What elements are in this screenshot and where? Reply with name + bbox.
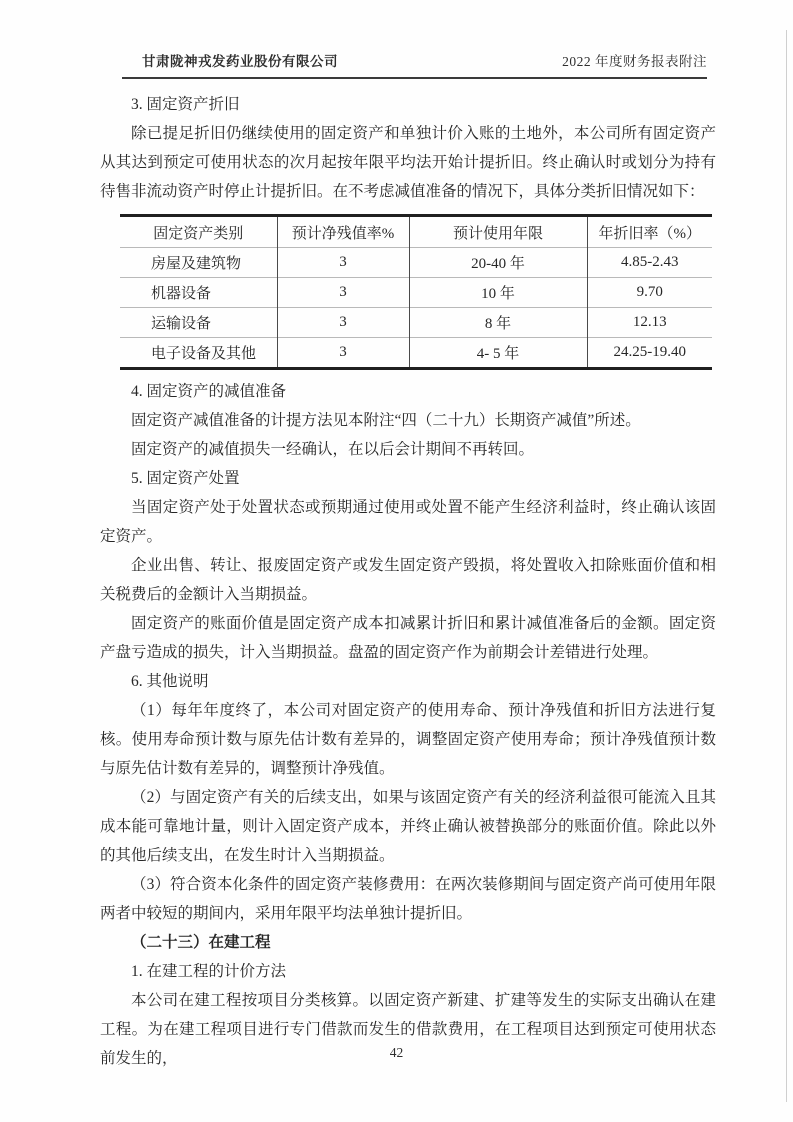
col-header-asset-category: 固定资产类别 bbox=[153, 225, 244, 242]
col-header-annual-rate: 年折旧率（%） bbox=[587, 216, 712, 248]
section-23-heading: （二十三）在建工程 bbox=[131, 934, 271, 951]
cell-annual-rate: 12.13 bbox=[587, 308, 712, 338]
section-5-paragraph-3: 固定资产的账面价值是固定资产成本扣减累计折旧和累计减值准备后的金额。固定资产盘亏造成的损失，计入当期损益。盘盈的固定资产作为前期会计差错进行处理。 bbox=[100, 615, 716, 661]
cell-useful-life: 8 年 bbox=[409, 308, 587, 338]
section-4-paragraph-1: 固定资产减值准备的计提方法见本附注“四（二十九）长期资产减值”所述。 bbox=[131, 412, 641, 429]
cell-useful-life: 4- 5 年 bbox=[409, 338, 587, 369]
table-header-row bbox=[120, 216, 712, 248]
table-row bbox=[120, 338, 712, 369]
cell-asset-category: 电子设备及其他 bbox=[120, 338, 277, 369]
section-5-heading: 5. 固定资产处置 bbox=[131, 470, 240, 487]
section-5-paragraph-1: 当固定资产处于处置状态或预期通过使用或处置不能产生经济利益时，终止确认该固定资产。 bbox=[100, 499, 716, 545]
cell-asset-category: 房屋及建筑物 bbox=[120, 248, 277, 278]
report-title: 2022 年度财务报表附注 bbox=[562, 54, 707, 69]
section-23-sub1-heading: 1. 在建工程的计价方法 bbox=[131, 963, 287, 980]
section-23-paragraph-1: 本公司在建工程按项目分类核算。以固定资产新建、扩建等发生的实际支出确认在建工程。为在建工程项目进行专门借款而发生的借款费用，在工程项目达到预定可使用状态前发生的， bbox=[100, 992, 716, 1067]
cell-residual-rate: 3 bbox=[277, 308, 409, 338]
section-6-paragraph-1: （1）每年年度终了，本公司对固定资产的使用寿命、预计净残值和折旧方法进行复核。使用寿命预计数与原先估计数有差异的，调整固定资产使用寿命；预计净残值预计数与原先估计数有差异的，调整预计净残值。 bbox=[100, 702, 716, 777]
document-body bbox=[100, 90, 716, 1073]
section-3-heading: 3. 固定资产折旧 bbox=[131, 96, 240, 113]
cell-asset-category: 机器设备 bbox=[120, 278, 277, 308]
section-3-paragraph: 除已提足折旧仍继续使用的固定资产和单独计价入账的土地外，本公司所有固定资产从其达到预定可使用状态的次月起按年限平均法开始计提折旧。终止确认时或划分为持有待售非流动资产时停止计提折旧。在不考虑减值准备的情况下，具体分类折旧情况如下： bbox=[100, 125, 716, 200]
col-header-residual-rate: 预计净残值率% bbox=[277, 216, 409, 248]
section-6-paragraph-3: （3）符合资本化条件的固定资产装修费用：在两次装修期间与固定资产尚可使用年限两者中较短的期间内，采用年限平均法单独计提折旧。 bbox=[100, 876, 716, 922]
depreciation-table bbox=[120, 214, 712, 370]
cell-annual-rate: 24.25-19.40 bbox=[587, 338, 712, 369]
cell-residual-rate: 3 bbox=[277, 248, 409, 278]
cell-useful-life: 20-40 年 bbox=[409, 248, 587, 278]
cell-asset-category: 运输设备 bbox=[120, 308, 277, 338]
col-header-useful-life: 预计使用年限 bbox=[409, 216, 587, 248]
section-4-paragraph-2: 固定资产的减值损失一经确认，在以后会计期间不再转回。 bbox=[131, 441, 535, 458]
table-row bbox=[120, 308, 712, 338]
cell-residual-rate: 3 bbox=[277, 338, 409, 369]
cell-annual-rate: 4.85-2.43 bbox=[587, 248, 712, 278]
section-6-paragraph-2: （2）与固定资产有关的后续支出，如果与该固定资产有关的经济利益很可能流入且其成本能可靠地计量，则计入固定资产成本，并终止确认被替换部分的账面价值。除此以外的其他后续支出，在发生时计入当期损益。 bbox=[100, 789, 716, 864]
company-name: 甘肃陇神戎发药业股份有限公司 bbox=[142, 54, 338, 69]
section-4-heading: 4. 固定资产的减值准备 bbox=[131, 383, 287, 400]
section-6-heading: 6. 其他说明 bbox=[131, 673, 209, 690]
cell-useful-life: 10 年 bbox=[409, 278, 587, 308]
page-number: 42 bbox=[389, 1045, 404, 1060]
cell-annual-rate: 9.70 bbox=[587, 278, 712, 308]
section-5-paragraph-2: 企业出售、转让、报废固定资产或发生固定资产毁损，将处置收入扣除账面价值和相关税费后的金额计入当期损益。 bbox=[100, 557, 716, 603]
table-row bbox=[120, 278, 712, 308]
cell-residual-rate: 3 bbox=[277, 278, 409, 308]
page-header bbox=[122, 50, 707, 79]
page-footer bbox=[0, 1045, 793, 1061]
scan-edge-artifact bbox=[786, 30, 787, 1102]
table-row bbox=[120, 248, 712, 278]
